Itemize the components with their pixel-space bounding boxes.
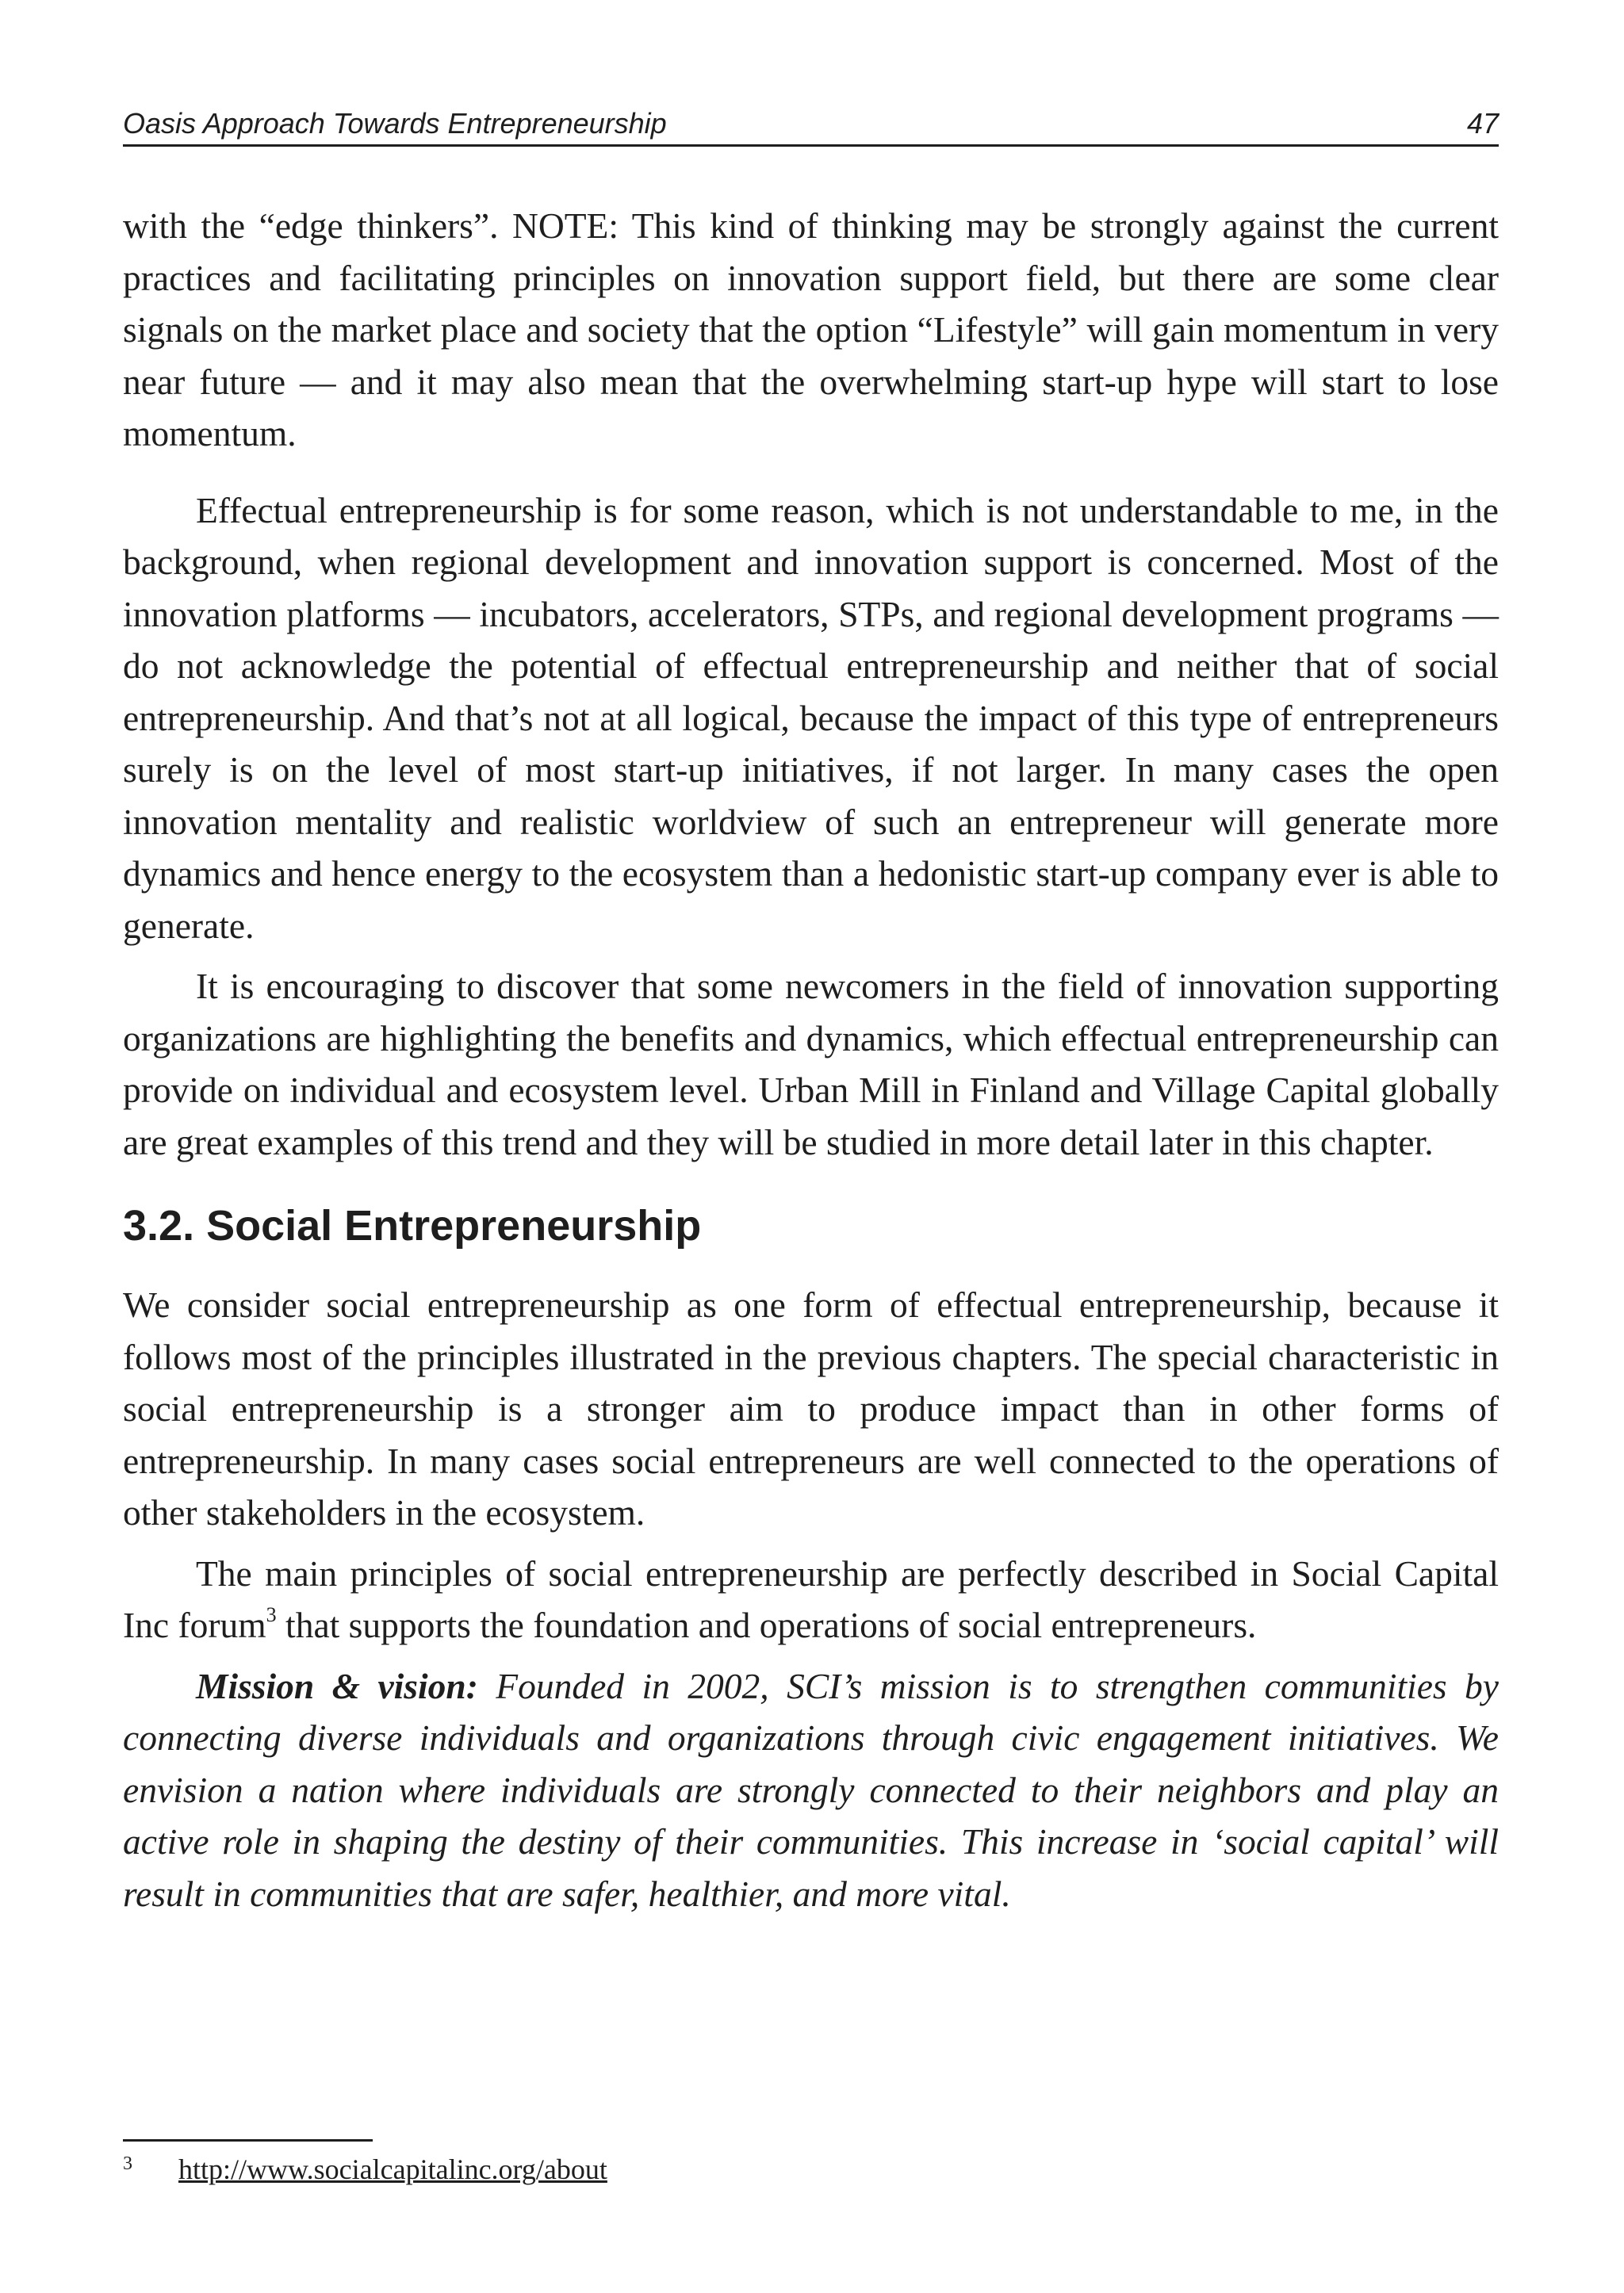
footnote: 3 http://www.socialcapitalinc.org/about (123, 2153, 607, 2185)
mission-label: Mission & vision: (196, 1665, 478, 1706)
footnote-divider (123, 2139, 373, 2142)
page-header (123, 103, 1499, 147)
paragraph-text-end: that supports the foundation and operations of social entrepreneurs. (276, 1605, 1257, 1645)
page-body (123, 200, 1499, 1920)
footnote-link[interactable]: http://www.socialcapitalinc.org/about (178, 2153, 607, 2185)
section-heading: 3.2. Social Entrepreneurship (123, 1202, 702, 1250)
paragraph-social-entrepreneurship: We consider social entrepreneurship as one form of effectual entrepreneurship, because it follows most of the principles illustrated in the previous chapters. The special characteristic in social entrepreneurship is a stronger aim to produce impact than in other forms of entrepreneurship. In many cases social entrepreneurs are well connected to the operations of other stakeholders in the ecosystem. (123, 1284, 1499, 1533)
paragraph-text-start: The main principles of social entrepreneurship are perfectly described in Social Capital Inc forum (123, 1552, 1499, 1645)
paragraph-newcomers: It is encouraging to discover that some newcomers in the field of innovation supporting organizations are highlighting the benefits and dynamics, which effectual entrepreneurship can provide on individual and ecosystem level. Urban Mill in Finland and Village Capital globally are great examples of this trend and they will be studied in more detail later in this chapter. (123, 966, 1499, 1162)
paragraph-effectual-entrepreneurship: Effectual entrepreneurship is for some reason, which is not understandable to me, in the background, when regional development and innovation support is concerned. Most of the innovation platforms — incubators, accelerators, STPs, and regional development programs — do not acknowledge the potential of effectual entrepreneurship and neither that of social entrepreneurship. And that’s not at all logical, because the impact of this type of entrepreneurs surely is on the level of most start-up initiatives, if not larger. In many cases the open innovation mentality and realistic worldview of such an entrepreneur will generate more dynamics and hence energy to the ecosystem than a hedonistic start-up company ever is able to generate. (123, 489, 1499, 946)
paragraph-lifestyle-option: with the “edge thinkers”. NOTE: This kind of thinking may be strongly against the current practices and facilitating principles on innovation support field, but there are some clear signals on the market place and society that the option “Lifestyle” will gain momentum in very near future — and it may also mean that the overwhelming start-up hype will start to lose momentum. (123, 205, 1499, 454)
page-number: 47 (1466, 107, 1499, 140)
mission-text: Founded in 2002, SCI’s mission is to strengthen communities by connecting diverse individuals and organizations through civic engagement initiatives. We envision a nation where individuals are strongly connected to their neighbors and play an active role in shaping the destiny of their communities. This increase in ‘social capital’ will result in communities that are safer, healthier, and more vital. (123, 1665, 1500, 1914)
paragraph-social-capital-inc (123, 1548, 1499, 1652)
running-title: Oasis Approach Towards Entrepreneurship (123, 107, 667, 140)
footnote-reference[interactable]: 3 (266, 1603, 277, 1626)
mission-vision-quote (123, 1660, 1499, 1920)
